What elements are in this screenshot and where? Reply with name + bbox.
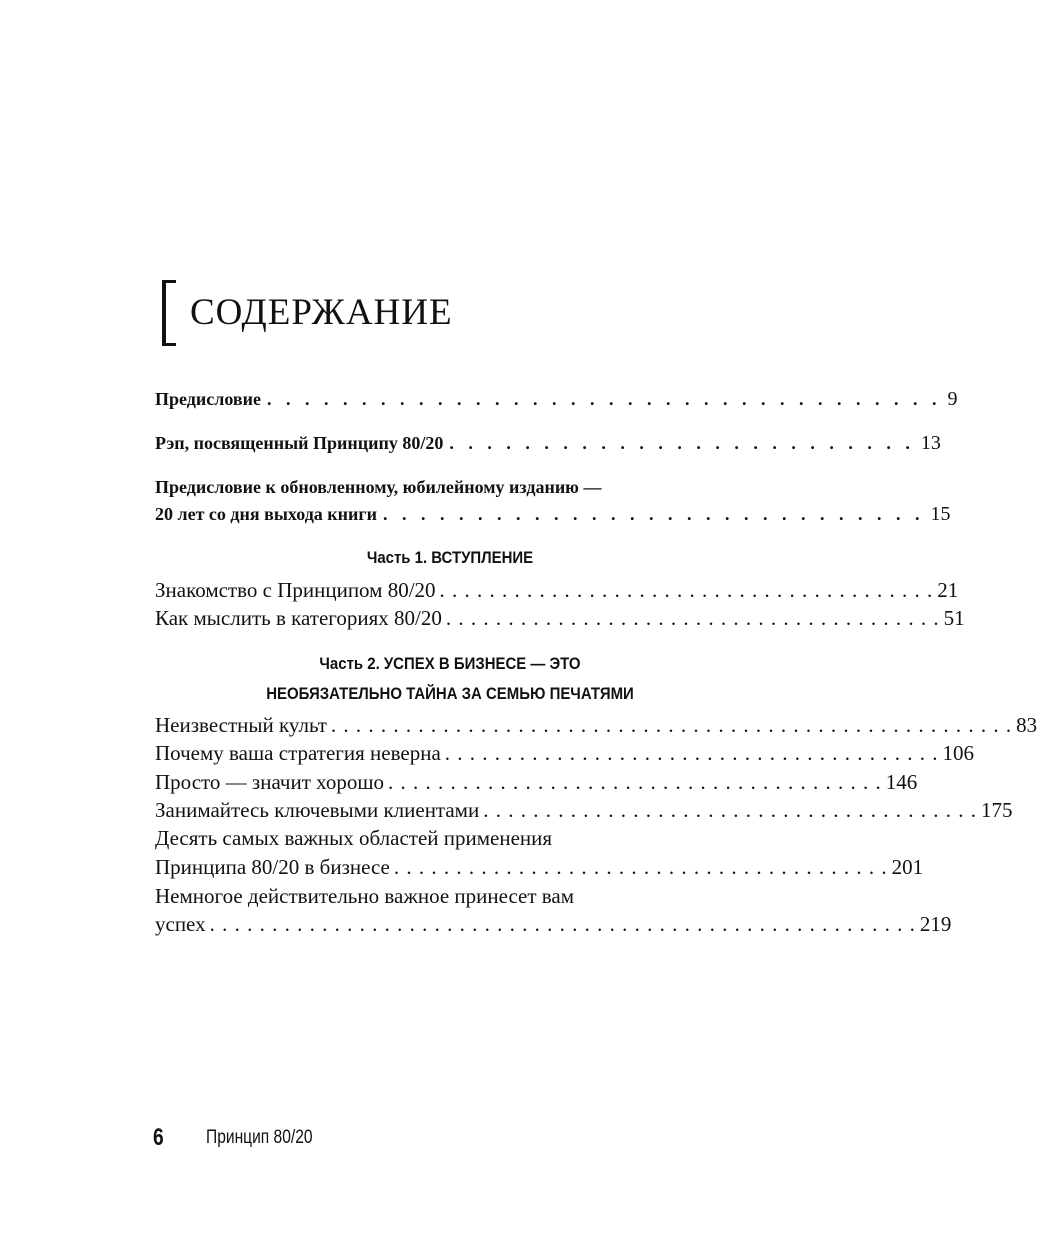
dot-leader: . . . . . . . . . . . . . . . . . . . . . . . . . . . . . . . . . . . . . . . . <box>388 770 882 794</box>
dot-leader: . . . . . . . . . . . . . . . . . . . . . . . . . . . . . <box>382 504 925 524</box>
dot-leader: . . . . . . . . . . . . . . . . . . . . . . . . . . . . . . . . . . . . . . . . <box>445 606 940 630</box>
entry-label: успех <box>155 912 206 936</box>
bracket-ornament <box>162 280 176 346</box>
toc-entry-chapter <box>155 855 924 880</box>
dot-leader: . . . . . . . . . . . . . . . . . . . . . . . . . <box>449 433 915 453</box>
dot-leader: . . . . . . . . . . . . . . . . . . . . . . . . . . . . . . . . . . . . . . . . <box>439 578 934 602</box>
entry-label: Просто — значит хорошо <box>155 770 385 794</box>
entry-label-line1: Немногое действительно важное принесет вам <box>155 884 575 908</box>
entry-page: 83 <box>1016 713 1037 737</box>
entry-label-line1: Предисловие к обновленному, юбилейному изданию — <box>155 477 602 497</box>
entry-label-line1: Десять самых важных областей применения <box>155 826 553 850</box>
entry-page: 201 <box>891 855 924 879</box>
toc-entry-chapter <box>155 741 975 766</box>
entry-page: 9 <box>947 388 958 410</box>
toc-entry-rap <box>155 432 941 455</box>
entry-page: 219 <box>919 912 952 936</box>
toc-entry-preface <box>155 388 958 411</box>
entry-page: 146 <box>885 770 918 794</box>
toc-entry-chapter <box>155 770 918 795</box>
entry-label: Как мыслить в категориях 80/20 <box>155 606 442 630</box>
part-1-title: Часть 1. ВСТУПЛЕНИЕ <box>366 548 534 567</box>
entry-page: 13 <box>920 432 941 454</box>
toc-heading <box>162 280 762 350</box>
entry-label: Принципа 80/20 в бизнесе <box>155 855 390 879</box>
page-number: 6 <box>153 1124 164 1151</box>
entry-label: Знакомство с Принципом 80/20 <box>155 578 436 602</box>
entry-label: Неизвестный культ <box>155 713 327 737</box>
toc-entry-chapter <box>155 713 1037 738</box>
entry-page: 106 <box>942 741 975 765</box>
entry-label: Рэп, посвященный Принципу 80/20 <box>155 433 444 453</box>
part-2-title-line1: Часть 2. УСПЕХ В БИЗНЕСЕ — ЭТО <box>319 654 581 673</box>
toc-entry-chapter <box>155 798 1013 823</box>
entry-page: 21 <box>937 578 959 602</box>
dot-leader: . . . . . . . . . . . . . . . . . . . . . . . . . . . . . . . . . . . . . . . . . . . . . . . . . . . . . . . <box>330 713 1013 737</box>
dot-leader: . . . . . . . . . . . . . . . . . . . . . . . . . . . . . . . . . . . . . . . . <box>444 741 939 765</box>
dot-leader: . . . . . . . . . . . . . . . . . . . . . . . . . . . . . . . . . . . . . . . . <box>393 855 888 879</box>
entry-label: Занимайтесь ключевыми клиентами <box>155 798 480 822</box>
toc-entry-chapter <box>155 578 959 603</box>
entry-label: Предисловие <box>155 389 261 409</box>
entry-label: Почему ваша стратегия неверна <box>155 741 441 765</box>
entry-label: 20 лет со дня выхода книги <box>155 504 377 524</box>
toc-entry-chapter <box>155 912 952 937</box>
toc-title: СОДЕРЖАНИЕ <box>190 292 453 333</box>
entry-page: 15 <box>930 503 951 525</box>
dot-leader: . . . . . . . . . . . . . . . . . . . . . . . . . . . . . . . . . . . . . . . . . . . . . . . . . . . . . . . . . <box>209 912 916 936</box>
dot-leader: . . . . . . . . . . . . . . . . . . . . . . . . . . . . . . . . . . . . <box>266 389 942 409</box>
entry-page: 175 <box>980 798 1013 822</box>
dot-leader: . . . . . . . . . . . . . . . . . . . . . . . . . . . . . . . . . . . . . . . . <box>483 798 977 822</box>
toc-entry-anniversary-preface <box>155 503 951 526</box>
running-title: Принцип 80/20 <box>206 1127 313 1148</box>
part-2-title-line2: НЕОБЯЗАТЕЛЬНО ТАЙНА ЗА СЕМЬЮ ПЕЧАТЯМИ <box>266 684 634 703</box>
entry-page: 51 <box>943 606 965 630</box>
toc-entry-chapter <box>155 606 965 631</box>
